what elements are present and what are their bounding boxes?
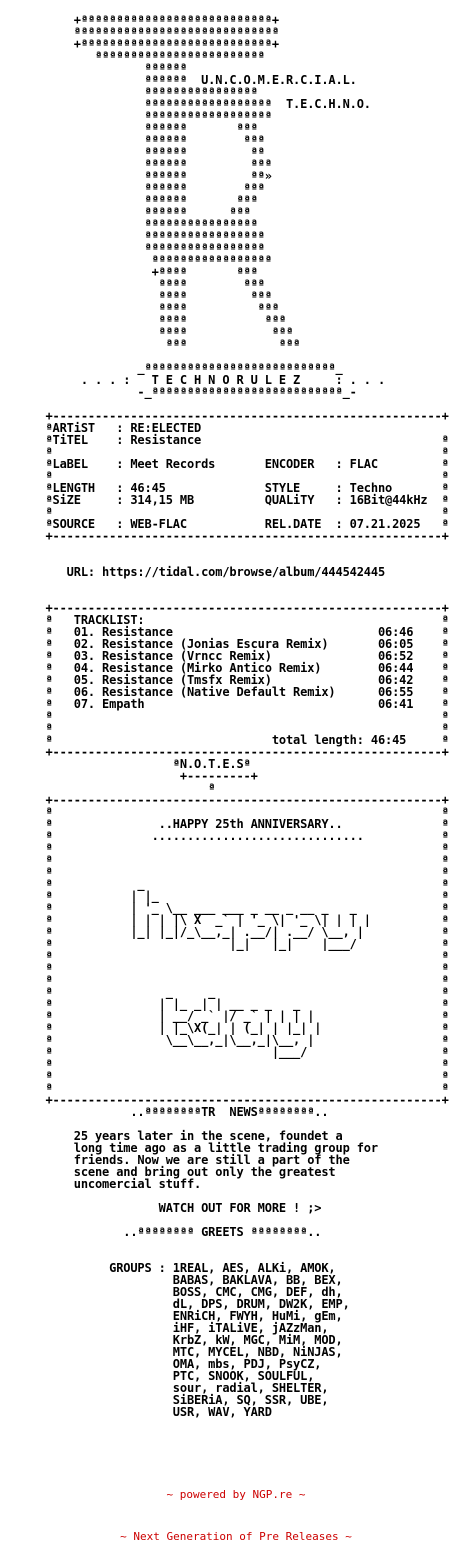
nfo-text: +ªªªªªªªªªªªªªªªªªªªªªªªªªªª+ ªªªªªªªªªªªªªªªªªªªªªªªªªªªªª +ªªªªªªªªªªªªªªªªªªªªªªªªªªª+ ªªªªªªªªªªªªªªªªªªªªªªªª ªªªªªª ªªªªªª U.N.C.O.M.E.R.C.I.A.L. ªªªªªªªªªªªªªªªª ªªªªªªªªªªªªªªªªªª T.E.C.H.N.O. ªªªªªªªªªªªªªªªªªª ªªªªªª ªªª ªªªªªª ªªª ªªªªªª ªª ªªªªªª ªªª ªªªªªª ªª» ªªªªªª ªªª ªªªªªª ªªª ªªªªªª ªªª ªªªªªªªªªªªªªªªª ªªªªªªªªªªªªªªªªª ªªªªªªªªªªªªªªªªª ªªªªªªªªªªªªªªªªª +ªªªª ªªª ªªªª ªªª ªªªª ªªª ªªªª ªªª ªªªª ªªª ªªªª ªªª ªªª ªªª _ªªªªªªªªªªªªªªªªªªªªªªªªªªª_ . . . : T E C H N O R U L E Z : . . . -_ªªªªªªªªªªªªªªªªªªªªªªªªªªª_- +-------------------------------------------------------+ ªARTiST : RE:ELECTED ªTiTEL : Resistance ª ª ª ªLaBEL : Meet Records ENCODER : FLAC ª ª ª ªLENGTH : 46:45 STYLE : Techno ª ªSiZE : 314,15 MB QUALiTY : 16Bit@44kHz ª ª ª ªSOURCE : WEB-FLAC REL.DATE : 07.21.2025 ª +-------------------------------------------------------+ URL: https://tidal.com/browse/album/444542445 +-------------------------------------------------------+ ª TRACKLIST: ª ª 01. Resistance 06:46 ª ª 02. Resistance (Jonias Escura Remix) 06:05 ª ª 03. Resistance (Vrncc Remix) 06:52 ª ª 04. Resistance (Mirko Antico Remix) 06:44 ª ª 05. Resistance (Tmsfx Remix) 06:42 ª ª 06. Resistance (Native Default Remix) 06:55 ª ª 07. Empath 06:41 ª ª ª ª ª ª total length: 46:45 ª +-------------------------------------------------------+ ªN.O.T.E.Sª +---------+ ª +-------------------------------------------------------+ ª ª ª ..HAPPY 25th ANNIVERSARY.. ª ª .............................. ª ª ª ª ª ª ª ª _ ª ª | |_ ª ª | '_ \__ ___ ___ _ __ _ __ _ _ ª ª | | | |\ X _` | '_ \| '_ \| | | | ª ª |_| |_|/_\__,_| .__/| .__/ \__, | ª ª |_| |_| |___/ ª ª ª ª ª ª ª ª _ _ ª ª | |_ _| | __ _ _ _ ª ª | __/ _` |/ _` | | | | ª ª | |_\X(_| | (_| | |_| | ª ª \__\__,_|\__,_|\__, | ª ª |___/ ª ª ª ª ª ª ª +-------------------------------------------------------+ ..ªªªªªªªªTR NEWSªªªªªªªª.. 25 years later in the scene, foundet a long time ago as a little trading group for friends. Now we are still a part of the scene and bring out only the greatest uncomercial stuff. WATCH OUT FOR MORE ! ;> ..ªªªªªªªª GREETS ªªªªªªªª.. GROUPS : 1REAL, AES, ALKi, AMOK, BABAS, BAKLAVA, BB, BEX, BOSS, CMC, CMG, DEF, dh, dL, DPS, DRUM, DW2K, EMP, ENRiCH, FWYH, HuMi, gEm, iHF, iTALiVE, jAZzMan, KrbZ, kW, MGC, MiM, MOD, MTC, MYCEL, NBD, NiNJAS, OMA, mbs, PDJ, PsyCZ, PTC, SNOOK, SOULFUL, sour, radial, SHELTER, SiBERiA, SQ, SSR, UBE, USR, WAV, YARD xyxy=(45,13,449,1419)
footer-tagline: ~ Next Generation of Pre Releases ~ xyxy=(120,1530,352,1543)
footer xyxy=(0,1460,472,1558)
ngp-link[interactable]: NGP.re xyxy=(252,1488,293,1501)
footer-powered-by xyxy=(0,1488,472,1502)
footer-prefix: ~ powered by xyxy=(166,1488,253,1501)
footer-suffix: ~ xyxy=(292,1488,306,1501)
